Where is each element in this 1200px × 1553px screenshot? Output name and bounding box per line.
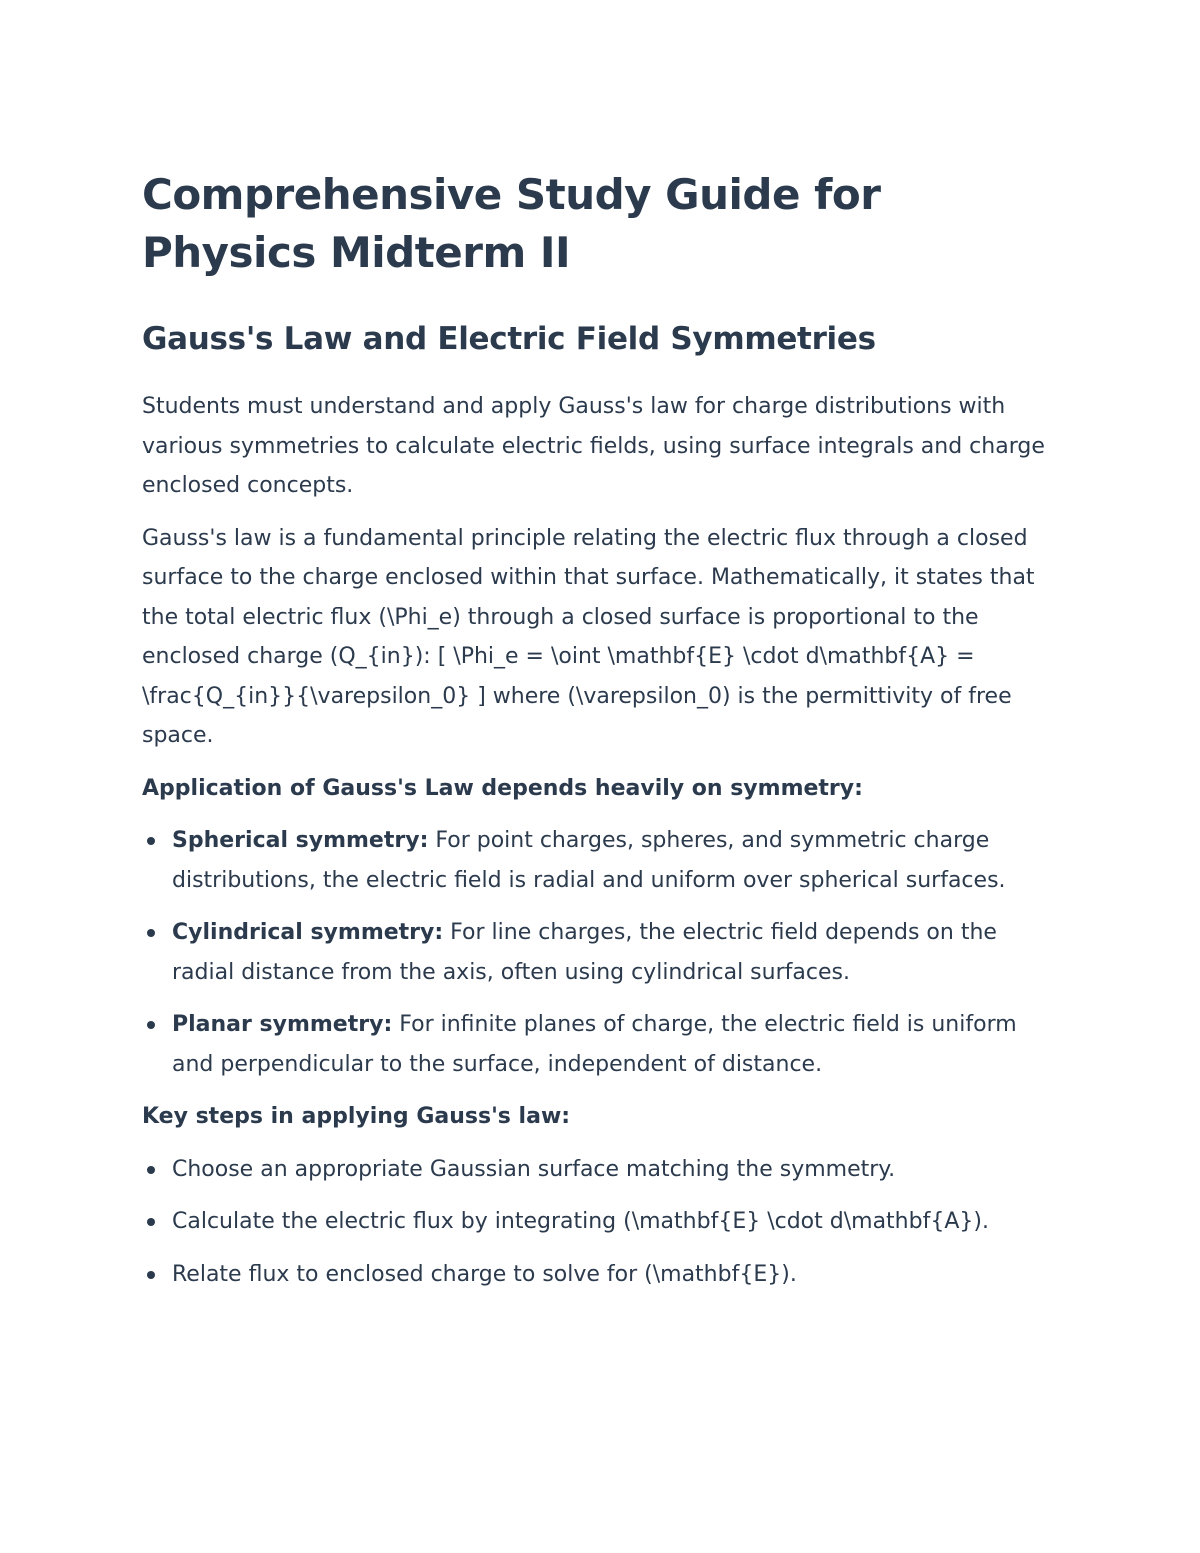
symmetry-lead: Application of Gauss's Law depends heavily on symmetry:: [142, 775, 863, 801]
section-body: [142, 387, 1062, 1307]
list-item: Relate flux to enclosed charge to solve for (\mathbf{E}).: [172, 1255, 1062, 1295]
steps-list: [142, 1150, 1062, 1295]
list-item-term: Cylindrical symmetry:: [172, 920, 444, 945]
list-item: [172, 1005, 1062, 1084]
list-item: [172, 913, 1062, 992]
page-title: Comprehensive Study Guide for Physics Midterm II: [142, 170, 881, 277]
list-item-term: Spherical symmetry:: [172, 828, 429, 853]
intro-paragraph: Students must understand and apply Gauss's law for charge distributions with various symmetries to calculate electric fields, using surface integrals and charge enclosed concepts.: [142, 394, 1045, 498]
gauss-law-paragraph: Gauss's law is a fundamental principle relating the electric flux through a closed surface to the charge enclosed within that surface. Mathematically, it states that the total electric flux (\Phi_e) through a closed surface is proportional to the enclosed charge (Q_{in}): [ \Phi_e = \oint \mathbf{E} \cdot d\mathbf{A} = \frac{Q_{in}}{\varepsilon_0} ] where (\varepsilon_0) is the permittivity of free space.: [142, 525, 1035, 748]
list-item: Choose an appropriate Gaussian surface matching the symmetry.: [172, 1150, 1062, 1190]
section-heading: Gauss's Law and Electric Field Symmetries: [142, 321, 876, 357]
steps-lead: Key steps in applying Gauss's law:: [142, 1104, 571, 1129]
symmetry-list: [142, 821, 1062, 1084]
list-item-term: Planar symmetry:: [172, 1012, 393, 1037]
list-item-text: For line charges, the electric field depends on the radial distance from the axis, often using cylindrical surfaces.: [172, 920, 997, 985]
list-item: [172, 821, 1062, 900]
list-item-text: For infinite planes of charge, the electric field is uniform and perpendicular to the surface, independent of distance.: [172, 1012, 1017, 1077]
list-item-text: For point charges, spheres, and symmetric charge distributions, the electric field is radial and uniform over spherical surfaces.: [172, 828, 1006, 893]
list-item: Calculate the electric flux by integrating (\mathbf{E} \cdot d\mathbf{A}).: [172, 1202, 1062, 1242]
